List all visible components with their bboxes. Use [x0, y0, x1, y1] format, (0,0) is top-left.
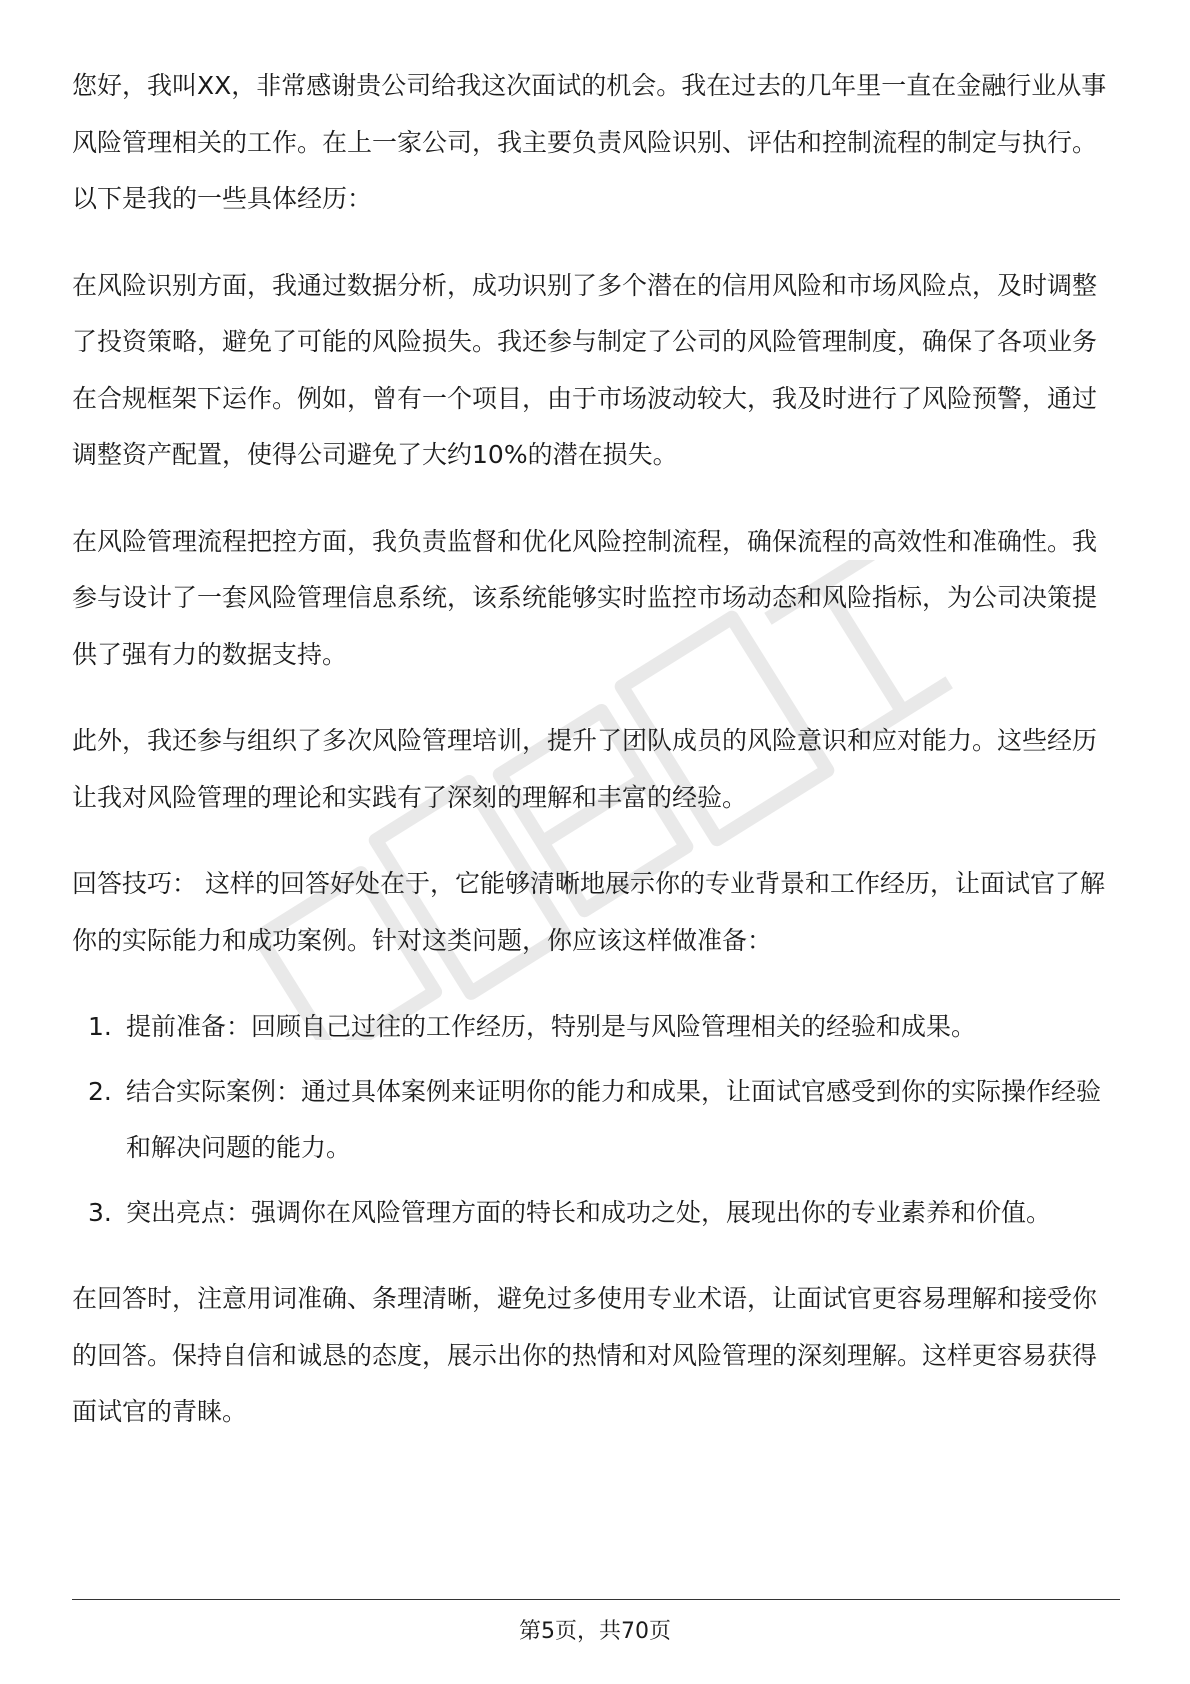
- list-item-text: 结合实际案例：通过具体案例来证明你的能力和成果，让面试官感受到你的实际操作经验和解决问题的能力。: [126, 1076, 1102, 1162]
- closing-paragraph: 在回答时，注意用词准确、条理清晰，避免过多使用专业术语，让面试官更容易理解和接受你的回答。保持自信和诚恳的态度，展示出你的热情和对风险管理的深刻理解。这样更容易获得面试官的青睐。: [72, 1284, 1098, 1426]
- tips-list: [72, 999, 1120, 1241]
- risk-process-paragraph: 在风险管理流程把控方面，我负责监督和优化风险控制流程，确保流程的高效性和准确性。我参与设计了一套风险管理信息系统，该系统能够实时监控市场动态和风险指标，为公司决策提供了强有力的数据支持。: [72, 526, 1098, 669]
- list-item-text: 突出亮点：强调你在风险管理方面的特长和成功之处，展现出你的专业素养和价值。: [126, 1197, 1052, 1227]
- list-item-number: 2.: [88, 1076, 112, 1106]
- answer-tips-paragraph: 回答技巧： 这样的回答好处在于，它能够清晰地展示你的专业背景和工作经历，让面试官了解你的实际能力和成功案例。针对这类问题，你应该这样做准备：: [72, 869, 1105, 955]
- page-number: 第5页，共70页: [519, 1619, 671, 1644]
- list-item: [72, 1185, 1120, 1242]
- list-item-number: 1.: [88, 1012, 112, 1041]
- list-item-number: 3.: [88, 1197, 112, 1227]
- footer-divider: [72, 1599, 1120, 1600]
- list-item: [72, 1064, 1120, 1177]
- training-paragraph: 此外，我还参与组织了多次风险管理培训，提升了团队成员的风险意识和应对能力。这些经历让我对风险管理的理论和实践有了深刻的理解和丰富的经验。: [72, 726, 1098, 812]
- intro-paragraph: 您好，我叫XX，非常感谢贵公司给我这次面试的机会。我在过去的几年里一直在金融行业从事风险管理相关的工作。在上一家公司，我主要负责风险识别、评估和控制流程的制定与执行。以下是我的一些具体经历：: [72, 71, 1107, 213]
- list-item-text: 提前准备：回顾自己过往的工作经历，特别是与风险管理相关的经验和成果。: [126, 1012, 977, 1041]
- document-body: [72, 58, 1120, 1441]
- risk-identification-paragraph: 在风险识别方面，我通过数据分析，成功识别了多个潜在的信用风险和市场风险点，及时调整了投资策略，避免了可能的风险损失。我还参与制定了公司的风险管理制度，确保了各项业务在合规框架下运作。例如，曾有一个项目，由于市场波动较大，我及时进行了风险预警，通过调整资产配置，使得公司避免了大约10%的潜在损失。: [72, 270, 1098, 469]
- list-item: [72, 999, 1120, 1056]
